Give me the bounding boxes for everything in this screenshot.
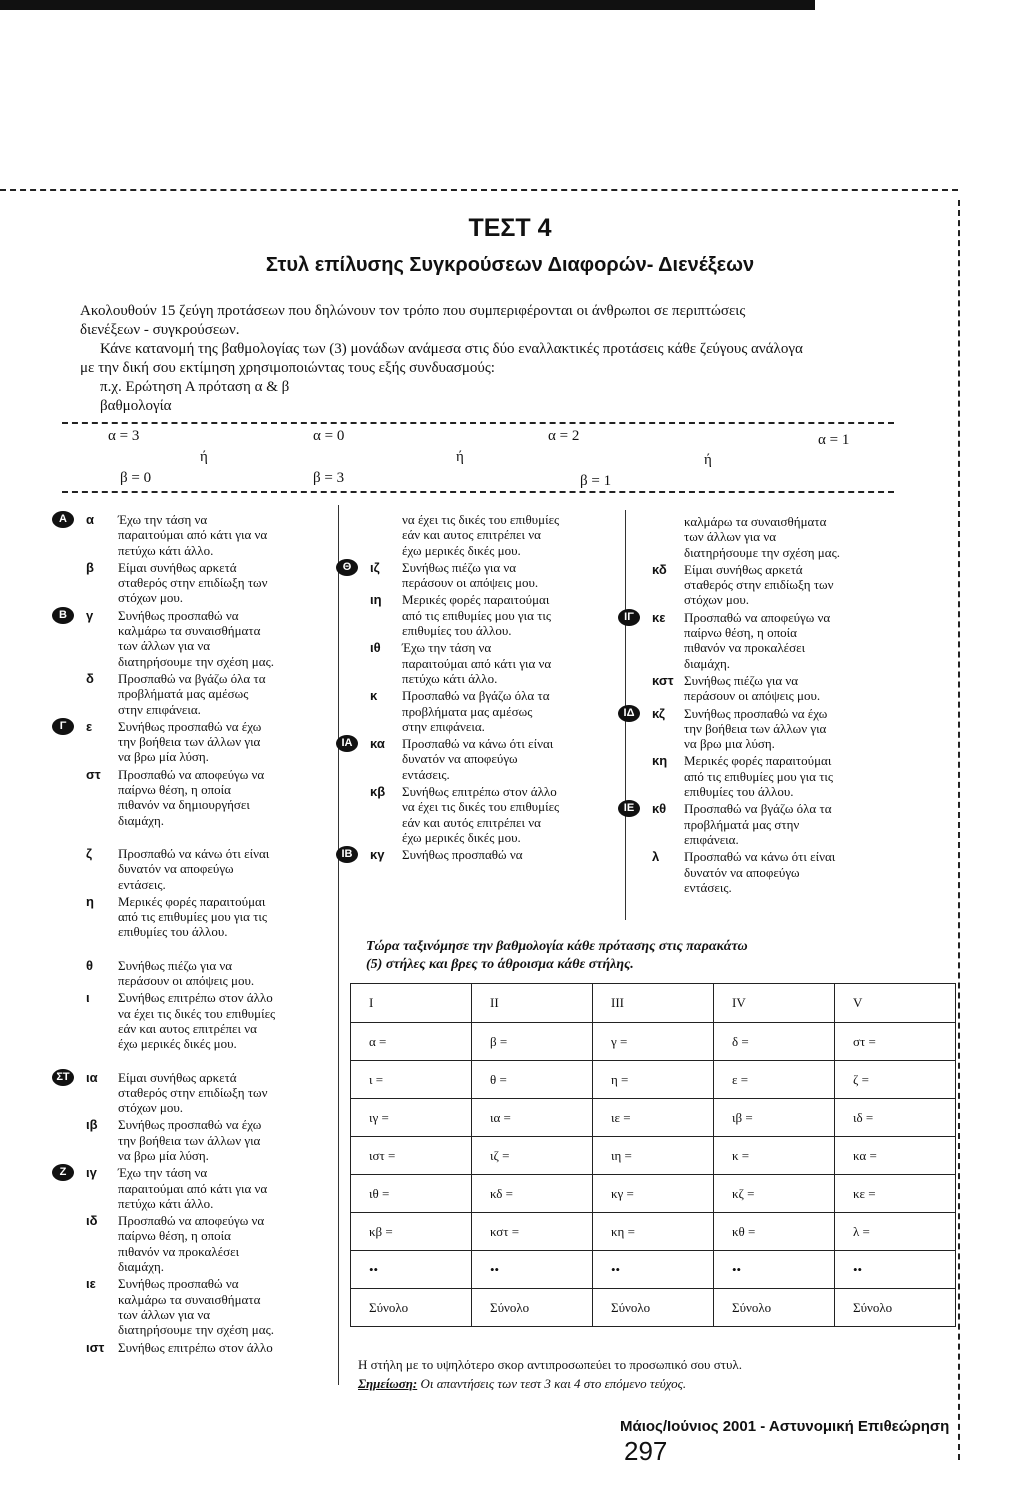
statement-marker: ιη — [370, 592, 382, 608]
question-item — [370, 784, 622, 845]
statement-marker: ιβ — [86, 1117, 98, 1133]
statement-line: Μερικές φορές παραιτούμαι — [402, 592, 550, 608]
statement-line: καλμάρω τα συναισθήματα — [118, 1291, 261, 1307]
statement-line: επιθυμίες του άλλου. — [118, 924, 228, 940]
statement-line: περάσουν οι απόψεις μου. — [402, 575, 539, 591]
statement-line: διατηρήσουμε την σχέση μας. — [118, 1322, 274, 1338]
question-badge: ΙΑ — [336, 735, 358, 752]
statement-marker: κδ — [652, 561, 667, 577]
statement-line: παίρνω θέση, η οποία — [118, 1228, 231, 1244]
score-cell[interactable]: ιγ = — [351, 1099, 472, 1137]
intro-line: Κάνε κατανομή της βαθμολογίας των (3) μονάδων ανάμεσα στις δύο εναλλακτικές προτάσεις κάθε ζεύγους ανάλογα — [100, 341, 803, 357]
column-divider — [338, 505, 339, 1385]
question-item — [624, 609, 904, 671]
statement-line: στην επιφάνεια. — [118, 701, 201, 717]
note-label: Σημείωση: — [358, 1376, 418, 1391]
statement-line: να βρω μια λύση. — [684, 736, 775, 752]
statement-line: στόχων μου. — [118, 590, 184, 606]
question-badge: ΣΤ — [52, 1069, 74, 1086]
question-item — [342, 559, 622, 591]
score-cell[interactable]: ι = — [351, 1061, 472, 1099]
statement-line: παίρνω θέση, η οποία — [118, 782, 231, 798]
caption-line: (5) στήλες και βρες το άθροισμα κάθε στήλης. — [366, 957, 634, 972]
statement-line: εάν και αυτος επιτρέπει να — [402, 527, 541, 543]
score-column-header: ΙΙ — [472, 984, 593, 1023]
score-table-row — [351, 1289, 956, 1327]
statement-line: Έχω την τάση να — [118, 512, 208, 527]
score-cell[interactable]: κγ = — [593, 1175, 714, 1213]
score-cell[interactable]: Σύνολο — [714, 1289, 835, 1327]
statement-line: Συνήθως πιέζω για να — [684, 672, 799, 688]
question-item — [86, 958, 336, 989]
score-cell[interactable]: κθ = — [714, 1213, 835, 1251]
question-item — [623, 801, 904, 847]
statement-line: Συνήθως πιέζω για να — [402, 559, 517, 575]
score-cell[interactable]: ιδ = — [835, 1099, 956, 1137]
question-badge: ΙΒ — [336, 846, 358, 863]
statement-line: Είμαι συνήθως αρκετά — [118, 559, 237, 575]
statement-marker: δ — [86, 670, 94, 686]
score-cell[interactable]: Σύνολο — [835, 1289, 956, 1327]
test-subtitle: Στυλ επίλυσης Συγκρούσεων Διαφορών- Διενέξεων — [265, 254, 755, 276]
statement-marker: κστ — [652, 672, 674, 688]
score-cell[interactable]: δ = — [714, 1023, 835, 1061]
question-badge: Α — [52, 511, 74, 528]
question-item — [59, 607, 336, 669]
statement-marker: κζ — [652, 705, 665, 721]
statement-marker: η — [86, 893, 94, 909]
statement-line: Προσπαθώ να βγάζω όλα τα — [402, 688, 550, 704]
note-text: Οι απαντήσεις των τεστ 3 και 4 στο επόμενο τεύχος. — [417, 1376, 687, 1391]
score-cell[interactable]: β = — [472, 1023, 593, 1061]
statement-line: Συνήθως προσπαθώ να — [118, 1276, 239, 1292]
statement-line: Έχω την τάση να — [118, 1165, 208, 1181]
score-cell[interactable]: κ = — [714, 1137, 835, 1175]
questions-column-2 — [341, 512, 622, 863]
intro-line: διενέξεων - συγκρούσεων. — [80, 322, 240, 338]
score-cell[interactable]: ε = — [714, 1061, 835, 1099]
statement-marker: λ — [652, 849, 660, 865]
statement-marker: κγ — [370, 847, 385, 863]
score-cell[interactable]: λ = — [835, 1213, 956, 1251]
example-or: ή — [704, 452, 712, 468]
question-item — [86, 1213, 336, 1274]
statement-line: επιθυμίες του άλλου. — [402, 623, 512, 639]
question-item — [86, 767, 336, 828]
question-item — [86, 1276, 336, 1337]
statement-line: να έχει τις δικές του επιθυμίες — [402, 799, 560, 815]
score-cell[interactable]: •• — [593, 1251, 714, 1289]
statement-marker: κε — [652, 609, 666, 625]
question-item — [59, 1165, 336, 1211]
question-item — [370, 640, 622, 686]
note-highest: Η στήλη με το υψηλότερο σκορ αντιπροσωπεύει το προσωπικό σου στυλ. — [358, 1357, 742, 1372]
statement-line: Μερικές φορές παραιτούμαι — [684, 753, 832, 769]
statement-marker: κβ — [370, 784, 386, 800]
page-number: 297 — [624, 1436, 668, 1466]
example-a1: α = 1 — [818, 432, 850, 448]
page-footer — [620, 1418, 960, 1467]
statement-line: Συνήθως προσπαθώ να έχω — [118, 718, 262, 734]
statement-line: από τις επιθυμίες μου για τις — [402, 607, 552, 623]
statement-line: καλμάρω τα συναισθήματα — [684, 514, 827, 529]
statement-marker: κ — [370, 688, 378, 704]
statement-marker: κα — [370, 736, 385, 752]
question-item — [652, 849, 904, 895]
score-column-header: Ι — [351, 984, 472, 1023]
statement-line: Προσπαθώ να κάνω ότι είναι — [684, 849, 836, 865]
statement-line: επιφάνεια. — [684, 831, 739, 847]
question-item — [341, 847, 622, 863]
score-cell[interactable]: ιβ = — [714, 1099, 835, 1137]
top-bar — [0, 0, 815, 10]
statement-line: Συνήθως προσπαθώ να έχω — [684, 705, 828, 721]
statement-line: προβλήματα μας αμέσως — [402, 703, 533, 719]
statement-line: να βρω μία λύση. — [118, 1147, 209, 1163]
statement-line: έχω μερικές δικές μου. — [402, 542, 521, 558]
score-cell[interactable]: κα = — [835, 1137, 956, 1175]
example-a0: α = 0 — [313, 428, 345, 444]
question-badge: Γ — [52, 718, 74, 735]
example-bottom-dash — [62, 491, 894, 493]
statement-line: παραιτούμαι από κάτι για να — [118, 1180, 268, 1196]
statement-line: σταθερός στην επιδίωξη των — [118, 575, 268, 591]
score-cell[interactable]: στ = — [835, 1023, 956, 1061]
statement-line: Προσπαθώ να βγάζω όλα τα — [118, 670, 266, 686]
statement-line: από τις επιθυμίες μου για τις — [684, 768, 834, 784]
intro-text — [80, 302, 950, 416]
intro-line: Ακολουθούν 15 ζεύγη προτάσεων που δηλώνουν τον τρόπο που συμπεριφέρονται οι άνθρωποι σε περιπτώσεις — [80, 303, 746, 319]
statement-marker: ζ — [86, 845, 92, 861]
score-table-row — [351, 1061, 956, 1099]
questions-column-1 — [56, 512, 336, 1355]
score-cell[interactable]: κζ = — [714, 1175, 835, 1213]
statement-line: καλμάρω τα συναισθήματα — [118, 623, 261, 639]
caption-line: Τώρα ταξινόμησε την βαθμολογία κάθε πρότασης στις παρακάτω — [366, 939, 748, 954]
question-item — [86, 1340, 336, 1355]
statement-line: Συνήθως επιτρέπω στον άλλο — [118, 1339, 273, 1355]
question-item — [56, 1069, 336, 1116]
score-table-row — [351, 1175, 956, 1213]
statement-line: δυνατόν να αποφεύγω — [402, 751, 518, 767]
statement-marker: κθ — [652, 801, 667, 817]
example-b0: β = 0 — [120, 470, 152, 486]
score-cell[interactable]: ζ = — [835, 1061, 956, 1099]
note-answers — [358, 1376, 686, 1392]
question-item — [370, 512, 622, 558]
statement-line: Είμαι συνήθως αρκετά — [684, 561, 803, 577]
statement-marker: ιδ — [86, 1213, 98, 1229]
statement-marker: ιζ — [370, 559, 380, 575]
question-item — [86, 671, 336, 717]
statement-line: σταθερός στην επιδίωξη των — [684, 577, 834, 593]
frame-top-dash — [0, 189, 958, 191]
statement-line: στόχων μου. — [684, 592, 750, 608]
statement-line: πετύχω κάτι άλλο. — [402, 670, 498, 686]
score-column-header: V — [835, 984, 956, 1023]
statement-marker: ι — [86, 990, 90, 1006]
score-cell[interactable]: κε = — [835, 1175, 956, 1213]
test-title: ΤΕΣΤ 4 — [468, 214, 552, 242]
question-item — [86, 846, 336, 892]
statement-line: Προσπαθώ να βγάζω όλα τα — [684, 801, 832, 817]
issue-label: Μάιος/Ιούνιος 2001 - Αστυνομική Επιθεώρηση — [620, 1418, 950, 1435]
example-top-dash — [62, 422, 894, 424]
statement-line: πετύχω κάτι άλλο. — [118, 542, 214, 558]
statement-line: των άλλων για να — [118, 638, 211, 654]
statement-line: την βοήθεια των άλλων για — [118, 1132, 261, 1148]
example-a2: α = 2 — [548, 428, 580, 444]
question-badge: Ζ — [52, 1164, 74, 1181]
example-b3: β = 3 — [313, 470, 345, 486]
statement-line: Προσπαθώ να κάνω ότι είναι — [402, 736, 554, 752]
score-table-row — [351, 1251, 956, 1289]
statement-line: Προσπαθώ να αποφεύγω να — [118, 766, 265, 782]
statement-line: έχω μερικές δικές μου. — [118, 1036, 237, 1052]
example-or: ή — [456, 449, 464, 465]
statement-marker: γ — [86, 607, 94, 623]
statement-line: να βρω μία λύση. — [118, 749, 209, 765]
statement-marker: θ — [86, 957, 94, 973]
table-caption — [366, 938, 956, 974]
score-cell[interactable]: ια = — [472, 1099, 593, 1137]
statement-marker: κη — [652, 753, 668, 769]
questions-column-3 — [623, 514, 904, 895]
statement-line: εντάσεις. — [402, 766, 450, 782]
score-cell[interactable]: Σύνολο — [593, 1289, 714, 1327]
score-cell[interactable]: •• — [714, 1251, 835, 1289]
question-badge: ΙΓ — [618, 609, 640, 626]
statement-line: προβλήματά μας αμέσως — [118, 686, 249, 702]
statement-line: παίρνω θέση, η οποία — [684, 625, 797, 641]
question-badge: ΙΕ — [618, 800, 640, 817]
question-item — [652, 562, 904, 608]
score-column-header: ΙΙΙ — [593, 984, 714, 1023]
statement-line: πετύχω κάτι άλλο. — [118, 1195, 214, 1211]
statement-line: διαμάχη. — [684, 655, 731, 671]
statement-line: περάσουν οι απόψεις μου. — [118, 973, 255, 989]
statement-line: των άλλων για να — [684, 529, 777, 545]
question-item — [370, 688, 622, 734]
question-item — [652, 514, 904, 560]
statement-marker: ιθ — [370, 640, 381, 656]
statement-line: Έχω την τάση να — [402, 640, 492, 656]
statement-line: διατηρήσουμε την σχέση μας. — [684, 544, 840, 560]
statement-marker: α — [86, 512, 94, 527]
statement-line: δυνατόν να αποφεύγω — [684, 864, 800, 880]
statement-line: πιθανόν να δημιουργήσει — [118, 797, 250, 813]
score-cell[interactable]: η = — [593, 1061, 714, 1099]
statement-line: εντάσεις. — [118, 876, 166, 892]
score-cell[interactable]: ιε = — [593, 1099, 714, 1137]
statement-line: στόχων μου. — [118, 1100, 184, 1116]
score-column-header: ΙV — [714, 984, 835, 1023]
statement-line: Συνήθως επιτρέπω στον άλλο — [402, 784, 557, 800]
statement-line: στην επιφάνεια. — [402, 718, 485, 734]
question-item — [86, 560, 336, 606]
question-item — [86, 894, 336, 940]
statement-line: την βοήθεια των άλλων για — [118, 734, 261, 750]
statement-line: παραιτούμαι από κάτι για να — [402, 655, 552, 671]
question-item — [59, 512, 336, 558]
question-item — [86, 1117, 336, 1163]
statement-line: επιθυμίες του άλλου. — [684, 784, 794, 800]
score-cell[interactable]: ιθ = — [351, 1175, 472, 1213]
statement-line: Μερικές φορές παραιτούμαι — [118, 893, 266, 909]
question-item — [341, 736, 622, 782]
statement-marker: στ — [86, 766, 101, 782]
statement-line: διατηρήσουμε την σχέση μας. — [118, 653, 274, 669]
score-cell[interactable]: θ = — [472, 1061, 593, 1099]
statement-line: εντάσεις. — [684, 879, 732, 895]
statement-line: προβλήματά μας στην — [684, 816, 800, 832]
question-item — [652, 673, 904, 704]
statement-marker: β — [86, 559, 94, 575]
statement-line: Προσπαθώ να κάνω ότι είναι — [118, 845, 270, 861]
statement-line: την βοήθεια των άλλων για — [684, 720, 827, 736]
statement-line: από τις επιθυμίες μου για τις — [118, 909, 268, 925]
question-item — [59, 718, 336, 765]
statement-line: Συνήθως πιέζω για να — [118, 957, 233, 973]
score-cell[interactable]: Σύνολο — [472, 1289, 593, 1327]
score-table-row — [351, 1137, 956, 1175]
score-cell[interactable]: ιζ = — [472, 1137, 593, 1175]
statement-line: παραιτούμαι από κάτι για να — [118, 527, 268, 543]
score-cell[interactable]: κη = — [593, 1213, 714, 1251]
example-or: ή — [200, 449, 208, 465]
score-cell[interactable]: •• — [351, 1251, 472, 1289]
statement-line: εάν και αυτος επιτρέπει να — [118, 1020, 257, 1036]
statement-line: διαμάχη. — [118, 812, 165, 828]
statement-marker: ιγ — [86, 1165, 97, 1181]
intro-line: με την δική σου εκτίμηση χρησιμοποιώντας τους εξής συνδυασμούς: — [80, 360, 495, 376]
statement-line: περάσουν οι απόψεις μου. — [684, 688, 821, 704]
statement-line: να έχει τις δικές του επιθυμίες — [402, 512, 560, 527]
score-table-row — [351, 1099, 956, 1137]
statement-line: Συνήθως προσπαθώ να έχω — [118, 1117, 262, 1133]
statement-marker: ιστ — [86, 1339, 105, 1355]
score-cell[interactable]: ιη = — [593, 1137, 714, 1175]
score-table-row — [351, 1213, 956, 1251]
statement-line: Είμαι συνήθως αρκετά — [118, 1069, 237, 1085]
statement-line: δυνατόν να αποφεύγω — [118, 861, 234, 877]
score-cell[interactable]: •• — [472, 1251, 593, 1289]
question-item — [86, 990, 336, 1051]
statement-marker: ια — [86, 1069, 98, 1085]
intro-line: βαθμολογία — [100, 398, 172, 414]
score-cell[interactable]: ιστ = — [351, 1137, 472, 1175]
score-table-header — [351, 984, 956, 1023]
question-badge: Β — [52, 607, 74, 624]
frame-right-dash — [958, 200, 960, 1460]
statement-line: Συνήθως επιτρέπω στον άλλο — [118, 990, 273, 1006]
statement-line: εάν και αυτός επιτρέπει να — [402, 814, 541, 830]
example-a3: α = 3 — [108, 428, 140, 444]
question-item — [623, 705, 904, 752]
question-item — [652, 753, 904, 799]
question-badge: Θ — [336, 559, 358, 576]
score-cell[interactable]: κβ = — [351, 1213, 472, 1251]
question-item — [370, 592, 622, 638]
statement-line: να έχει τις δικές του επιθυμίες — [118, 1005, 276, 1021]
score-cell[interactable]: α = — [351, 1023, 472, 1061]
statement-line: έχω μερικές δικές μου. — [402, 829, 521, 845]
statement-marker: ε — [86, 718, 93, 734]
statement-line: Προσπαθώ να αποφεύγω να — [684, 609, 831, 625]
statement-line: σταθερός στην επιδίωξη των — [118, 1084, 268, 1100]
intro-line: π.χ. Ερώτηση Α πρόταση α & β — [100, 379, 290, 395]
score-cell[interactable]: κστ = — [472, 1213, 593, 1251]
score-cell[interactable]: γ = — [593, 1023, 714, 1061]
statement-line: διαμάχη. — [118, 1259, 165, 1275]
score-table — [350, 983, 956, 1327]
example-b1: β = 1 — [580, 473, 612, 489]
statement-marker: ιε — [86, 1276, 96, 1292]
statement-line: Προσπαθώ να αποφεύγω να — [118, 1213, 265, 1229]
statement-line: πιθανόν να προκαλέσει — [684, 640, 806, 656]
statement-line: των άλλων για να — [118, 1306, 211, 1322]
score-cell[interactable]: κδ = — [472, 1175, 593, 1213]
score-table-row — [351, 1023, 956, 1061]
statement-line: πιθανόν να προκαλέσει — [118, 1243, 240, 1259]
statement-line: Συνήθως προσπαθώ να — [402, 847, 523, 863]
question-badge: ΙΔ — [618, 705, 640, 722]
score-cell[interactable]: •• — [835, 1251, 956, 1289]
statement-line: Συνήθως προσπαθώ να — [118, 607, 239, 623]
score-cell[interactable]: Σύνολο — [351, 1289, 472, 1327]
